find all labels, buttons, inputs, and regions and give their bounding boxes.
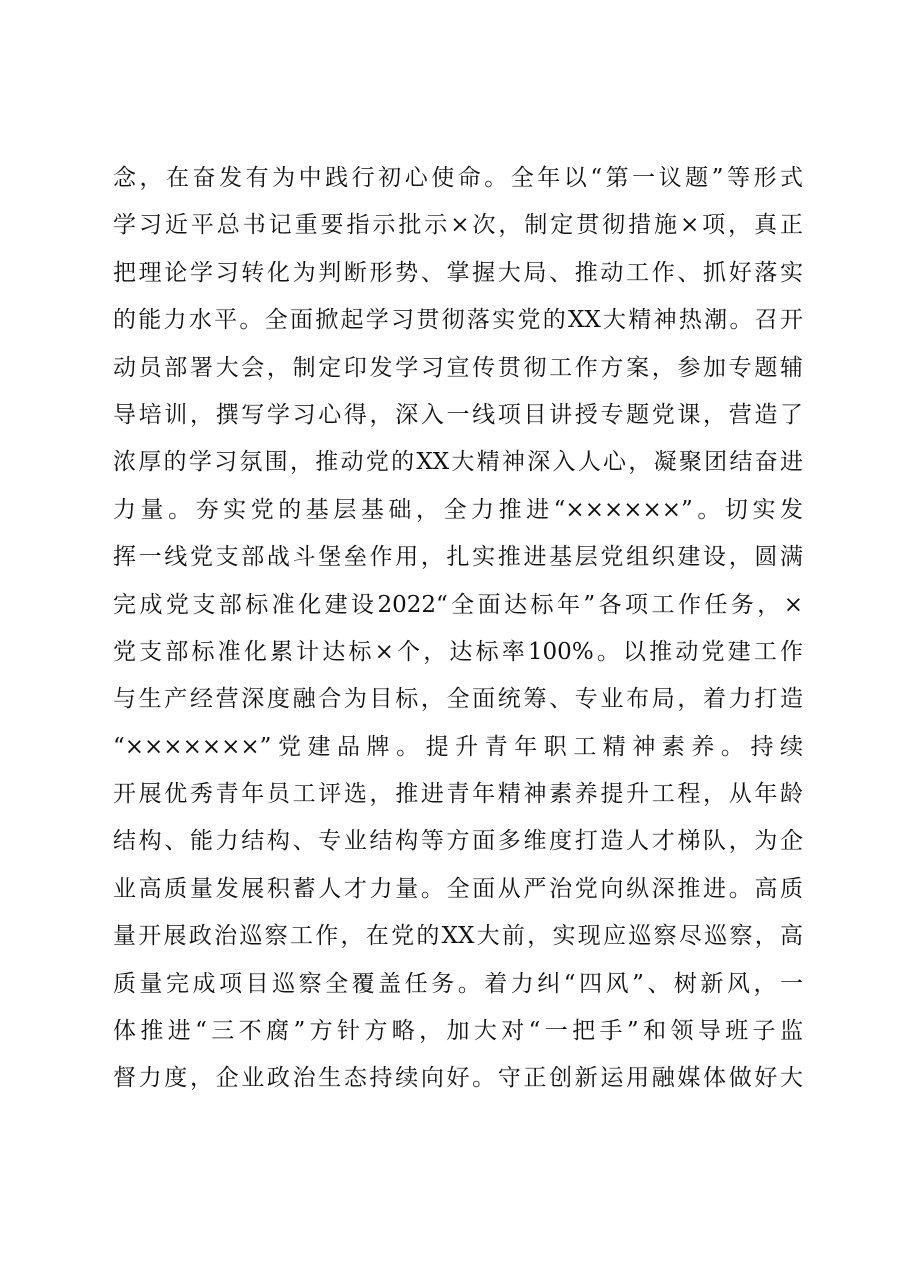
text-line: 浓厚的学习氛围，推动党的XX大精神深入人心，凝聚团结奋进 <box>113 449 803 476</box>
text-line: 督力度，企业政治生态持续向好。守正创新运用融媒体做好大 <box>113 1065 803 1092</box>
text-line: 把理论学习转化为判断形势、掌握大局、推动工作、抓好落实 <box>113 259 803 286</box>
text-line: 念，在奋发有为中践行初心使命。全年以“第一议题”等形式 <box>113 165 803 191</box>
text-line: 完成党支部标准化建设2022“全面达标年”各项工作任务，× <box>113 591 803 618</box>
text-line: 的能力水平。全面掀起学习贯彻落实党的XX大精神热潮。召开 <box>113 307 803 334</box>
text-line: 量开展政治巡察工作，在党的XX大前，实现应巡察尽巡察，高 <box>113 923 803 950</box>
text-line: 挥一线党支部战斗堡垒作用，扎实推进基层党组织建设，圆满 <box>113 544 803 571</box>
text-line: 导培训，撰写学习心得，深入一线项目讲授专题党课，营造了 <box>113 401 803 428</box>
text-line: 学习近平总书记重要指示批示×次，制定贯彻措施×项，真正 <box>113 212 803 239</box>
text-line: “×××××××”党建品牌。提升青年职工精神素养。持续 <box>113 733 803 760</box>
body-paragraph <box>113 155 803 1103</box>
text-line: 动员部署大会，制定印发学习宣传贯彻工作方案，参加专题辅 <box>113 354 803 381</box>
text-line: 力量。夯实党的基层基础，全力推进“××××××”。切实发 <box>113 496 803 523</box>
text-line: 质量完成项目巡察全覆盖任务。着力纠“四风”、树新风，一 <box>113 970 803 997</box>
text-line: 与生产经营深度融合为目标，全面统筹、专业布局，着力打造 <box>113 686 803 713</box>
text-line: 业高质量发展积蓄人才力量。全面从严治党向纵深推进。高质 <box>113 875 803 902</box>
text-line: 体推进“三不腐”方针方略，加大对“一把手”和领导班子监 <box>113 1018 803 1045</box>
text-line: 党支部标准化累计达标×个，达标率100%。以推动党建工作 <box>113 638 803 665</box>
text-line: 开展优秀青年员工评选，推进青年精神素养提升工程，从年龄 <box>113 781 803 808</box>
text-line: 结构、能力结构、专业结构等方面多维度打造人才梯队，为企 <box>113 828 803 855</box>
